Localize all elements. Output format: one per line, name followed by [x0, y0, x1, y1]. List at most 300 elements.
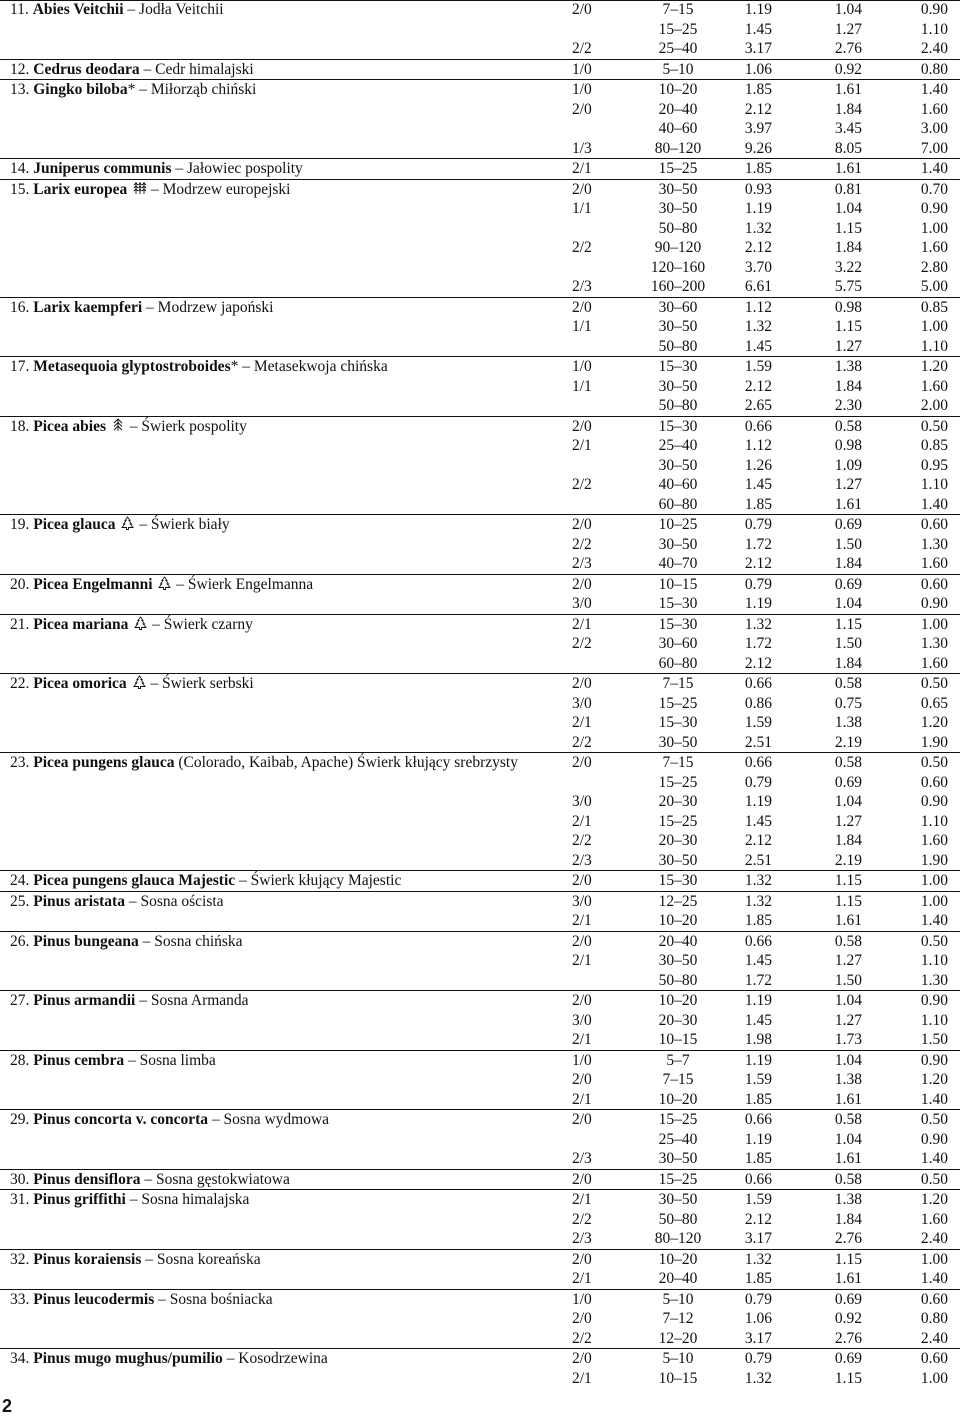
- price-2: 2.30: [834, 397, 862, 414]
- container-class: 1/0: [572, 60, 592, 78]
- price-3: 1.40: [920, 495, 948, 513]
- price-3: 1.20: [920, 714, 948, 731]
- table-row: [0, 575, 960, 595]
- price-1: 1.32: [744, 892, 772, 910]
- table-row: [0, 219, 960, 239]
- entry-number: 20.: [10, 575, 34, 593]
- price-3: 1.50: [920, 1031, 948, 1048]
- price-1: 2.12: [744, 100, 772, 118]
- price-3: 1.60: [920, 239, 948, 256]
- container-class: 2/0: [572, 1071, 592, 1088]
- species-entry: [0, 0, 960, 60]
- species-name: [10, 1290, 273, 1310]
- price-2: 0.75: [834, 694, 862, 712]
- size-range: 10–20: [658, 912, 698, 929]
- price-3: 7.00: [920, 139, 948, 157]
- table-row: [0, 119, 960, 139]
- container-class: 3/0: [572, 793, 592, 810]
- latin-name: Pinus armandii: [33, 992, 136, 1009]
- price-1: 0.79: [744, 1290, 772, 1308]
- price-2: 1.61: [834, 1270, 862, 1287]
- name-separator: –: [146, 675, 163, 692]
- container-class: 1/0: [572, 1051, 592, 1069]
- species-name: [10, 159, 303, 179]
- price-1: 0.66: [744, 932, 772, 950]
- common-name: Sosna wydmowa: [223, 1111, 330, 1128]
- size-range: 50–80: [658, 1210, 698, 1228]
- species-name: [10, 932, 243, 952]
- latin-name: Larix europea: [33, 180, 128, 198]
- price-1: 1.72: [744, 635, 772, 652]
- price-1: 1.45: [744, 952, 772, 969]
- container-class: 2/1: [572, 714, 592, 731]
- size-range: 160–200: [650, 278, 706, 295]
- size-range: 20–30: [658, 832, 698, 849]
- size-range: 5–7: [666, 1051, 690, 1069]
- entry-number: 33.: [10, 1290, 34, 1308]
- price-3: 1.90: [920, 733, 948, 751]
- size-range: 30–60: [658, 635, 698, 652]
- price-2: 0.92: [834, 1310, 862, 1327]
- common-name: Metasekwoja chińska: [253, 358, 388, 375]
- price-1: 0.79: [744, 516, 772, 533]
- entry-number: 29.: [10, 1111, 34, 1128]
- container-class: 2/2: [572, 733, 592, 751]
- price-2: 0.69: [834, 1290, 862, 1308]
- price-2: 1.27: [834, 952, 862, 969]
- price-1: 6.61: [744, 278, 772, 295]
- price-2: 1.15: [834, 219, 862, 237]
- price-2: 0.58: [834, 1170, 862, 1188]
- container-class: 2/1: [572, 437, 592, 454]
- price-2: 0.98: [834, 298, 862, 316]
- price-2: 1.61: [834, 81, 862, 98]
- price-2: 1.04: [834, 200, 862, 217]
- table-row: [0, 535, 960, 555]
- common-name: Świerk kłujący Majestic: [250, 872, 402, 889]
- price-3: 0.50: [920, 754, 948, 771]
- species-entry: [0, 515, 960, 575]
- container-class: 2/0: [572, 1350, 592, 1367]
- price-2: 1.84: [834, 377, 862, 395]
- table-row: [0, 1290, 960, 1310]
- latin-name: Pinus koraiensis: [33, 1250, 142, 1268]
- price-3: 0.90: [920, 1051, 948, 1069]
- price-2: 1.15: [834, 1369, 862, 1387]
- price-3: 2.40: [920, 40, 948, 57]
- price-1: 1.45: [744, 1011, 772, 1029]
- table-row: [0, 238, 960, 258]
- entry-number: 17.: [10, 358, 34, 375]
- size-range: 5–10: [662, 1290, 694, 1308]
- price-1: 9.26: [744, 139, 772, 157]
- size-range: 10–20: [658, 992, 698, 1009]
- table-row: [0, 1130, 960, 1150]
- container-class: 2/2: [572, 1210, 592, 1228]
- size-range: 50–80: [658, 397, 698, 414]
- species-name: [10, 615, 253, 635]
- latin-name: Larix kaempferi: [33, 298, 143, 316]
- price-1: 2.12: [744, 1210, 772, 1228]
- species-entry: [0, 871, 960, 892]
- common-name: Sosna Armanda: [150, 992, 249, 1009]
- latin-name: Pinus griffithi: [33, 1191, 126, 1208]
- species-entry: [0, 180, 960, 298]
- container-class: 2/1: [572, 1090, 592, 1108]
- price-3: 1.60: [920, 1210, 948, 1228]
- price-1: 0.79: [744, 1350, 772, 1367]
- container-class: 1/0: [572, 358, 592, 375]
- size-range: 30–50: [658, 1150, 698, 1167]
- price-1: 1.32: [744, 872, 772, 889]
- price-3: 1.20: [920, 1071, 948, 1088]
- container-class: 2/0: [572, 298, 592, 316]
- container-class: 2/0: [572, 516, 592, 533]
- common-name: Sosna bośniacka: [169, 1290, 273, 1308]
- common-name: Sosna chińska: [154, 932, 243, 950]
- container-class: 2/1: [572, 1270, 592, 1287]
- name-separator: –: [208, 1111, 224, 1128]
- latin-name: Pinus aristata: [33, 892, 125, 910]
- price-1: 1.45: [744, 20, 772, 38]
- container-class: 2/3: [572, 1150, 592, 1167]
- price-3: 1.10: [920, 20, 948, 38]
- price-3: 0.90: [920, 793, 948, 810]
- name-separator: –: [125, 417, 142, 435]
- entry-number: 15.: [10, 180, 34, 198]
- container-class: 2/1: [572, 812, 592, 830]
- price-3: 0.50: [920, 932, 948, 950]
- container-class: 2/0: [572, 417, 592, 435]
- price-1: 1.45: [744, 476, 772, 493]
- size-range: 30–50: [658, 535, 698, 553]
- species-name: [10, 991, 249, 1011]
- table-row: [0, 1051, 960, 1071]
- price-3: 1.00: [920, 892, 948, 910]
- container-class: 2/0: [572, 932, 592, 950]
- price-1: 1.06: [744, 60, 772, 78]
- price-3: 0.60: [920, 1350, 948, 1367]
- common-name: Świerk biały: [150, 516, 230, 533]
- table-row: [0, 139, 960, 159]
- size-range: 30–50: [658, 733, 698, 751]
- price-2: 2.19: [834, 733, 862, 751]
- table-row: [0, 475, 960, 495]
- entry-number: 11.: [10, 1, 33, 18]
- price-3: 1.20: [920, 1191, 948, 1208]
- price-3: 0.50: [920, 1170, 948, 1188]
- price-1: 0.86: [744, 694, 772, 712]
- price-3: 1.00: [920, 615, 948, 633]
- species-entry: [0, 357, 960, 417]
- price-3: 3.00: [920, 120, 948, 137]
- price-2: 1.38: [834, 714, 862, 731]
- size-range: 15–30: [658, 615, 698, 633]
- price-3: 0.90: [920, 1, 948, 18]
- common-name: Sosna gęstokwiatowa: [155, 1170, 290, 1188]
- price-3: 1.10: [920, 1011, 948, 1029]
- common-name: Świerk Engelmanna: [187, 575, 314, 593]
- species-entry: [0, 892, 960, 932]
- size-range: 40–60: [658, 120, 698, 137]
- price-2: 0.69: [834, 1350, 862, 1367]
- table-row: [0, 80, 960, 100]
- price-1: 2.51: [744, 733, 772, 751]
- latin-name: Gingko biloba: [33, 81, 128, 98]
- latin-name: Picea abies: [33, 417, 106, 435]
- table-row: [0, 0, 960, 20]
- price-2: 1.38: [834, 1071, 862, 1088]
- size-range: 40–60: [658, 476, 698, 493]
- container-class: 2/2: [572, 476, 592, 493]
- container-class: 2/0: [572, 872, 592, 889]
- latin-name: Picea omorica: [33, 675, 127, 692]
- table-row: [0, 456, 960, 476]
- price-1: 1.59: [744, 1071, 772, 1088]
- species-entry: [0, 1051, 960, 1111]
- price-2: 1.04: [834, 793, 862, 810]
- size-range: 15–25: [658, 694, 698, 712]
- species-entry: [0, 60, 960, 81]
- price-1: 1.59: [744, 358, 772, 375]
- common-name: Sosna oścista: [140, 892, 224, 910]
- container-class: 3/0: [572, 1011, 592, 1029]
- entry-number: 12.: [10, 60, 34, 78]
- price-2: 0.58: [834, 754, 862, 771]
- entry-number: 25.: [10, 892, 34, 910]
- price-2: 1.84: [834, 100, 862, 118]
- name-separator: * –: [127, 81, 151, 98]
- price-1: 1.85: [744, 160, 772, 177]
- table-row: [0, 1090, 960, 1110]
- species-name: [10, 417, 247, 437]
- table-row: [0, 1269, 960, 1289]
- price-3: 1.60: [920, 377, 948, 395]
- latin-name: Abies Veitchii: [32, 1, 124, 18]
- size-range: 30–50: [658, 377, 698, 395]
- size-range: 10–20: [658, 1090, 698, 1108]
- size-range: 30–50: [658, 180, 698, 198]
- name-separator: –: [135, 516, 151, 533]
- name-separator: * –: [230, 358, 254, 375]
- table-row: [0, 654, 960, 674]
- table-row: [0, 20, 960, 40]
- price-2: 1.15: [834, 1250, 862, 1268]
- size-range: 7–15: [662, 754, 694, 771]
- table-row: [0, 1229, 960, 1249]
- page-number: 2: [2, 1396, 13, 1416]
- price-1: 2.12: [744, 832, 772, 849]
- price-3: 0.50: [920, 675, 948, 692]
- table-row: [0, 554, 960, 574]
- size-range: 10–15: [658, 575, 698, 593]
- price-1: 1.12: [744, 298, 772, 316]
- species-entry: [0, 753, 960, 871]
- entry-number: 23.: [10, 754, 34, 771]
- latin-name: Picea pungens glauca Majestic: [33, 872, 236, 889]
- price-1: 3.70: [744, 258, 772, 276]
- species-name: [10, 180, 290, 200]
- latin-name: Cedrus deodara: [33, 60, 140, 78]
- price-3: 1.90: [920, 851, 948, 869]
- table-row: [0, 317, 960, 337]
- container-class: 2/3: [572, 1230, 592, 1247]
- latin-name: Pinus concorta v. concorta: [33, 1111, 209, 1128]
- price-1: 1.32: [744, 1250, 772, 1268]
- latin-name: Picea mariana: [33, 615, 129, 633]
- price-2: 3.22: [834, 258, 862, 276]
- size-range: 10–25: [658, 516, 698, 533]
- name-separator: –: [124, 892, 141, 910]
- species-name: [10, 674, 254, 694]
- container-class: 2/2: [572, 1329, 592, 1347]
- table-row: [0, 298, 960, 318]
- size-range: 15–25: [658, 20, 698, 38]
- price-3: 0.90: [920, 595, 948, 612]
- container-class: 2/1: [572, 1369, 592, 1387]
- price-2: 0.58: [834, 932, 862, 950]
- size-range: 50–80: [658, 219, 698, 237]
- price-2: 1.61: [834, 495, 862, 513]
- size-range: 20–30: [658, 793, 698, 810]
- common-name: Świerk kłujący srebrzysty: [356, 754, 518, 771]
- price-1: 1.19: [744, 1130, 772, 1148]
- fir-tree-icon: [112, 418, 124, 432]
- price-1: 3.17: [744, 1329, 772, 1347]
- price-1: 3.97: [744, 120, 772, 137]
- common-name: Świerk czarny: [163, 615, 253, 633]
- container-class: 2/0: [572, 180, 592, 198]
- size-range: 7–12: [662, 1310, 694, 1327]
- table-row: [0, 180, 960, 200]
- container-class: 2/2: [572, 239, 592, 256]
- name-separator: –: [222, 1350, 239, 1367]
- price-2: 1.84: [834, 555, 862, 572]
- species-entry: [0, 1250, 960, 1290]
- table-row: [0, 851, 960, 871]
- common-name: Sosna koreańska: [156, 1250, 261, 1268]
- container-class: 1/1: [572, 200, 592, 217]
- common-name: Sosna limba: [139, 1051, 216, 1069]
- price-1: 1.45: [744, 337, 772, 355]
- table-row: [0, 991, 960, 1011]
- price-2: 1.84: [834, 1210, 862, 1228]
- container-class: 2/0: [572, 1170, 592, 1188]
- table-row: [0, 1030, 960, 1050]
- price-3: 0.60: [920, 575, 948, 593]
- size-range: 10–20: [658, 81, 698, 98]
- price-1: 1.19: [744, 595, 772, 612]
- price-2: 1.50: [834, 635, 862, 652]
- size-range: 15–25: [658, 1170, 698, 1188]
- species-entry: [0, 575, 960, 615]
- price-2: 1.61: [834, 912, 862, 929]
- size-range: 10–20: [658, 1250, 698, 1268]
- table-row: [0, 1329, 960, 1349]
- entry-number: 19.: [10, 516, 34, 533]
- price-3: 1.40: [920, 81, 948, 98]
- table-row: [0, 1210, 960, 1230]
- price-2: 1.61: [834, 1150, 862, 1167]
- container-class: 3/0: [572, 694, 592, 712]
- size-range: 10–15: [658, 1369, 698, 1387]
- price-1: 0.79: [744, 773, 772, 791]
- name-separator: –: [124, 1051, 140, 1069]
- species-name: [10, 357, 388, 377]
- price-3: 0.80: [920, 60, 948, 78]
- size-range: 80–120: [654, 139, 702, 157]
- price-2: 1.04: [834, 1051, 862, 1069]
- name-separator: –: [172, 575, 188, 593]
- price-3: 0.85: [920, 437, 948, 454]
- container-class: 3/0: [572, 595, 592, 612]
- table-row: [0, 753, 960, 773]
- table-row: [0, 694, 960, 714]
- container-class: 2/0: [572, 754, 592, 771]
- spruce-outline-icon: [133, 675, 145, 689]
- size-range: 12–20: [658, 1329, 698, 1347]
- entry-number: 32.: [10, 1250, 34, 1268]
- size-range: 7–15: [662, 675, 694, 692]
- table-row: [0, 773, 960, 793]
- price-1: 1.45: [744, 812, 772, 830]
- price-1: 1.32: [744, 219, 772, 237]
- price-3: 1.00: [920, 318, 948, 335]
- price-3: 0.95: [920, 456, 948, 474]
- latin-name: Juniperus communis: [33, 160, 172, 177]
- name-separator: –: [148, 615, 164, 633]
- size-range: 15–30: [658, 417, 698, 435]
- price-2: 0.98: [834, 437, 862, 454]
- name-separator: –: [123, 1, 140, 18]
- species-name: [10, 1110, 329, 1130]
- price-1: 1.85: [744, 1150, 772, 1167]
- species-name: [10, 1190, 249, 1210]
- table-row: [0, 495, 960, 515]
- common-name: Świerk serbski: [162, 675, 254, 692]
- table-row: [0, 159, 960, 179]
- species-entry: [0, 1349, 960, 1388]
- price-2: 0.92: [834, 60, 862, 78]
- size-range: 30–60: [658, 298, 698, 316]
- size-range: 15–30: [658, 595, 698, 612]
- table-row: [0, 674, 960, 694]
- entry-number: 31.: [10, 1191, 34, 1208]
- name-separator: –: [138, 932, 155, 950]
- species-name: [10, 1250, 261, 1270]
- latin-name: Picea glauca: [33, 516, 116, 533]
- price-1: 1.85: [744, 495, 772, 513]
- size-range: 15–25: [658, 160, 698, 177]
- size-range: 25–40: [658, 437, 698, 454]
- price-2: 2.76: [834, 1329, 862, 1347]
- price-2: 1.84: [834, 832, 862, 849]
- spruce-outline-icon: [158, 576, 170, 590]
- entry-number: 14.: [10, 160, 34, 177]
- size-range: 30–50: [658, 318, 698, 335]
- container-class: 2/1: [572, 1191, 592, 1208]
- price-2: 1.27: [834, 337, 862, 355]
- size-range: 5–10: [662, 60, 694, 78]
- name-separator: –: [135, 992, 151, 1009]
- price-1: 1.59: [744, 714, 772, 731]
- species-entry: [0, 1110, 960, 1170]
- species-entry: [0, 1190, 960, 1250]
- table-row: [0, 792, 960, 812]
- latin-name: Picea pungens glauca: [33, 754, 175, 771]
- price-2: 1.84: [834, 239, 862, 256]
- table-row: [0, 951, 960, 971]
